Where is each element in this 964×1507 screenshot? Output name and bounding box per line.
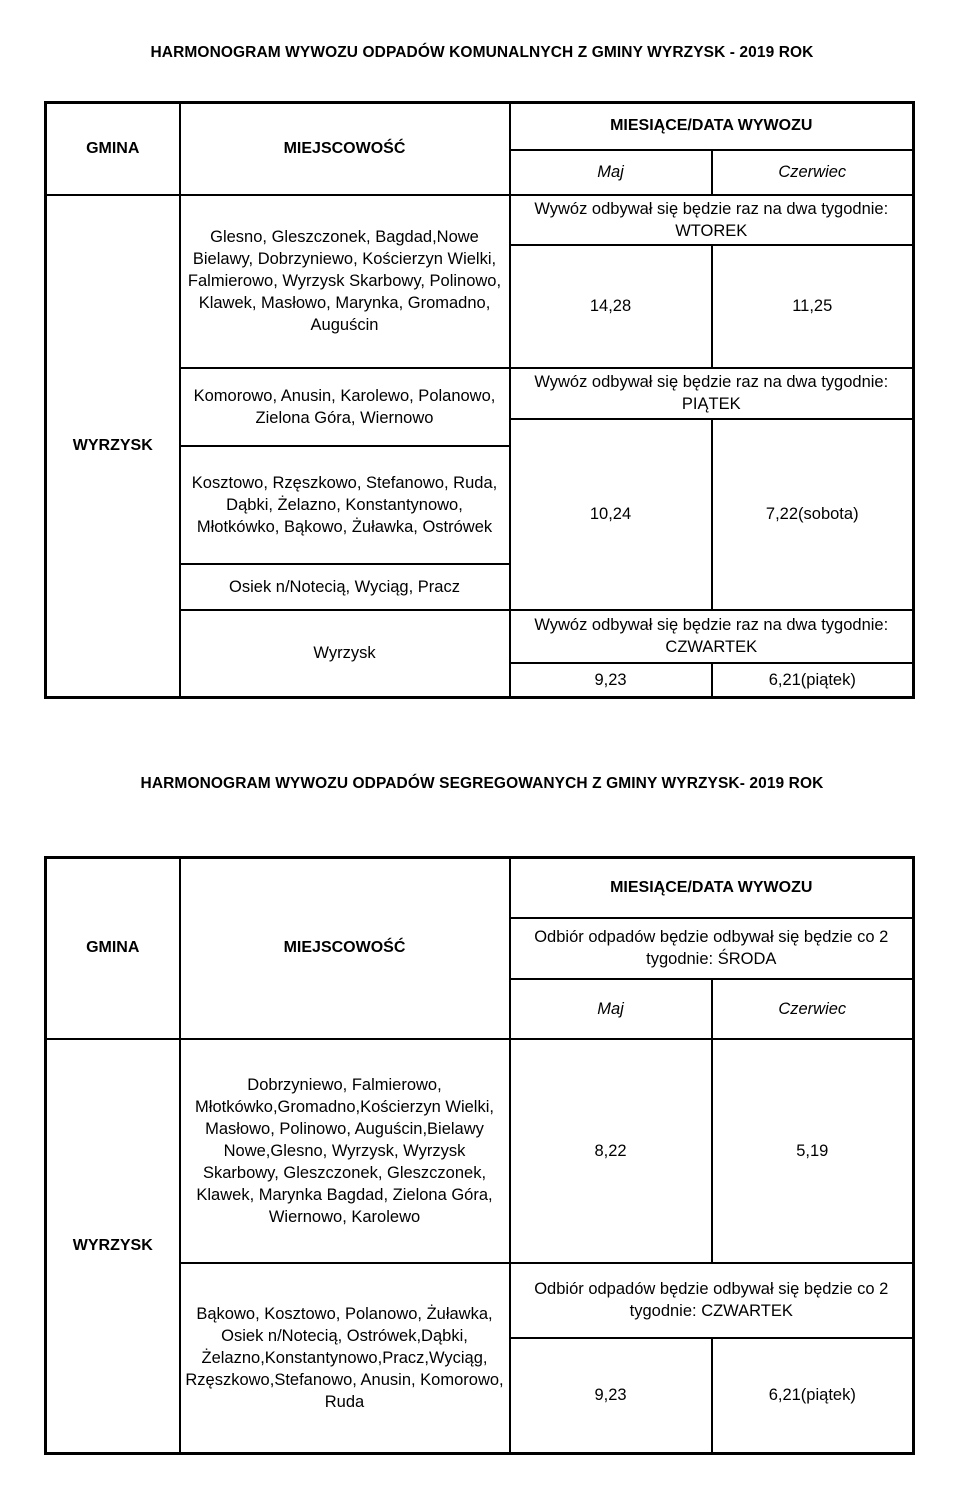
localities-cell: Kosztowo, Rzęszkowo, Stefanowo, Ruda, Dąbki, Żelazno, Konstantynowo, Młotkówko, Bąkowo, Żuławka, Ostrówek: [180, 446, 510, 564]
date-may: 8,22: [510, 1039, 712, 1263]
date-may: 14,28: [510, 245, 712, 368]
header-miejscowosc: MIEJSCOWOŚĆ: [180, 103, 510, 195]
localities-cell: Glesno, Gleszczonek, Bagdad,Nowe Bielawy, Dobrzyniewo, Kościerzyn Wielki, Falmierowo, Wyrzysk Skarbowy, Polinowo, Klawek, Masłowo, Marynka, Gromadno, Auguścin: [180, 195, 510, 368]
gmina-name: WYRZYSK: [46, 1039, 180, 1454]
header-months-dates: MIESIĄCE/DATA WYWOZU: [510, 858, 914, 918]
header-month-june: Czerwiec: [712, 150, 914, 195]
header-month-may: Maj: [510, 979, 712, 1039]
date-june: 11,25: [712, 245, 914, 368]
municipal-waste-schedule-table: [44, 101, 915, 699]
date-june: 6,21(piątek): [712, 663, 914, 698]
localities-cell: Wyrzysk: [180, 610, 510, 698]
localities-cell: Dobrzyniewo, Falmierowo, Młotkówko,Gromadno,Kościerzyn Wielki, Masłowo, Polinowo, Auguścin,Bielawy Nowe,Glesno, Wyrzysk, Wyrzysk Skarbowy, Gleszczonek, Gleszczonek, Klawek, Marynka Bagdad, Zielona Góra, Wiernowo, Karolewo: [180, 1039, 510, 1263]
localities-cell: Osiek n/Notecią, Wyciąg, Pracz: [180, 564, 510, 610]
header-gmina: GMINA: [46, 103, 180, 195]
gmina-name: WYRZYSK: [46, 195, 180, 698]
header-months-dates: MIESIĄCE/DATA WYWOZU: [510, 103, 914, 150]
schedule-title-municipal: HARMONOGRAM WYWOZU ODPADÓW KOMUNALNYCH Z GMINY WYRZYSK - 2019 ROK: [150, 44, 814, 61]
date-may: 9,23: [510, 663, 712, 698]
date-may: 9,23: [510, 1338, 712, 1454]
schedule-note: Odbiór odpadów będzie odbywał się będzie co 2 tygodnie: CZWARTEK: [510, 1263, 914, 1338]
header-miejscowosc: MIEJSCOWOŚĆ: [180, 858, 510, 1039]
schedule-title-segregated: HARMONOGRAM WYWOZU ODPADÓW SEGREGOWANYCH Z GMINY WYRZYSK- 2019 ROK: [140, 775, 824, 792]
schedule-note: Wywóz odbywał się będzie raz na dwa tygodnie: WTOREK: [510, 195, 914, 245]
localities-cell: Komorowo, Anusin, Karolewo, Polanowo, Zielona Góra, Wiernowo: [180, 368, 510, 446]
header-month-may: Maj: [510, 150, 712, 195]
date-may: 10,24: [510, 419, 712, 610]
schedule-note: Wywóz odbywał się będzie raz na dwa tygodnie: CZWARTEK: [510, 610, 914, 663]
header-month-june: Czerwiec: [712, 979, 914, 1039]
segregated-waste-schedule-table: [44, 856, 915, 1455]
date-june: 7,22(sobota): [712, 419, 914, 610]
date-june: 6,21(piątek): [712, 1338, 914, 1454]
date-june: 5,19: [712, 1039, 914, 1263]
schedule-note: Odbiór odpadów będzie odbywał się będzie co 2 tygodnie: ŚRODA: [510, 918, 914, 979]
schedule-note: Wywóz odbywał się będzie raz na dwa tygodnie: PIĄTEK: [510, 368, 914, 419]
localities-cell: Bąkowo, Kosztowo, Polanowo, Żuławka, Osiek n/Notecią, Ostrówek,Dąbki, Żelazno,Konstantynowo,Pracz,Wyciąg, Rzęszkowo,Stefanowo, Anusin, Komorowo, Ruda: [180, 1263, 510, 1454]
header-gmina: GMINA: [46, 858, 180, 1039]
